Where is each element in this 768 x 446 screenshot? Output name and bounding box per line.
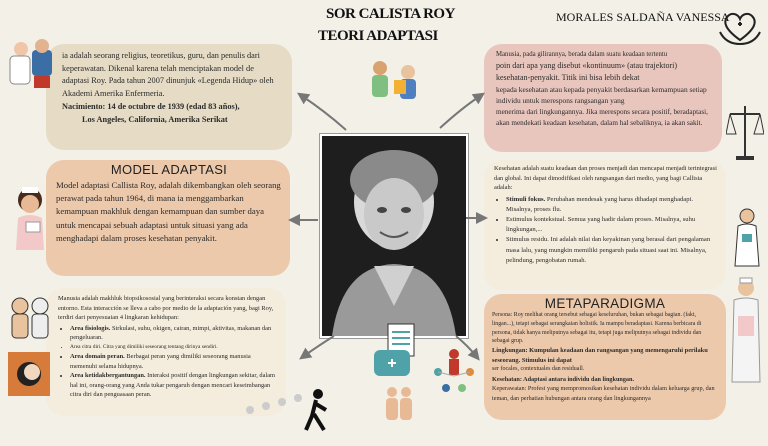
page-title: SOR CALISTA ROY xyxy=(326,6,455,22)
manusia-right-4: menerima dari lingkungannya. Jika merespons secara positif, beradaptasi, akan mendekati keadaan kesehatan, dalam hal sebaliknya, ia akan sakit. xyxy=(496,107,708,127)
manusia-right-1: Manusia, pada gilirannya, berada dalam suatu keadaan tertentu xyxy=(496,51,668,58)
bio-place: Los Angeles, California, Amerika Serikat xyxy=(82,115,228,124)
manusia-item: • Area fisiologis. Sirkulasi, suhu, okigen, cairan, mimpi, aktivitas, makanan dan pengeluaran. xyxy=(70,324,278,343)
model-heading: MODEL ADAPTASI xyxy=(110,162,228,177)
kesehatan-intro: Kesehatan adalah suatu keadaan dan proses menjadi dan mencapai menjadi terintegrasi dan global. Ini dapat dimodifikasi oleh rangsangan dari medio, yang bagi Callista adalah: xyxy=(494,165,717,191)
author-name: MORALES SALDAÑA VANESSA xyxy=(556,10,730,24)
kesehatan-item: • Stimulus residu. Ini adalah nilai dan keyakinan yang berasal dari pengalaman masa lalu, yang mungkin memiliki pengaruh pada situasi saat ini. Misalnya, pelindung, pengobatan rumah. xyxy=(506,235,718,266)
lingkungan-text: Lingkungan: Kumpulan keadaan dan rangsangan yang memengaruhi perilaku seseorang. Stimulus ini dapat xyxy=(492,347,708,364)
bio-birth: Nacimiento: 14 de octubre de 1939 (edad 83 años), xyxy=(62,102,240,111)
persona-text: Persona: Roy melihat orang tersebut sebagai keseluruhan, bukan sebagai bagian. (fakt, lingan...), tetapi sebagai serangkaian holistik. Ia mampu beradaptasi. Karena berbicara di persona, tidak hanya meliputnya sebagai itu, tetapi juga meliputnya sebagai individu dan sebagai grup. xyxy=(492,312,702,345)
metaparadigma-heading: METAPARADIGMA xyxy=(544,296,666,311)
manusia-item: • Area domain peran. Berbagai peran yang dimiliki seseorang manusia memenuhi selama hidupnya. xyxy=(70,352,278,371)
manusia-right-3: kepada kesehatan atau kepada penyakit berdasarkan kemampuan setiap individu untuk merespons rangsangan yang xyxy=(496,84,707,105)
manusia-intro: Manusia adalah makhluk biopsikososial yang berinteraksi secara konstan dengan entorno. Esta interacción se lleva a cabo por medio de la adaptación yang, bagi Roy, terdiri dari penyesuaian 4 lingkaran kehidupan: xyxy=(58,295,274,321)
manusia-item: • Area ketidakbergantungan. Interaksi positif dengan lingkungan sekitar, dalam hal ini, orang-orang yang Anda tukar pengaruh dengan mencari keseimbangan citra diri dan penguasaan peran. xyxy=(70,371,278,400)
model-text: Model adaptasi Callista Roy, adalah dikembangkan oleh seorang perawat pada tahun 1964, di mana ia menggambarkan kemampuan makhluk dengan kemampuan dan sumber daya untuk mencapai sebuah adaptasi untuk situasi yang ada menghadapi dalam proses kesehatan penyakit. xyxy=(56,180,281,243)
kesehatan-meta-text: Kesehatan: Adaptasi antara individu dan lingkungan. xyxy=(492,375,635,383)
bio-text: ia adalah seorang religius, teoretikus, guru, dan penulis dari keperawatan. Dikenal karena telah menciptakan model de adaptasi Roy. Pada tahun 2007 dinunjuk «Legenda Hidup» oleh Akademi Amerika Enfermeria. xyxy=(62,51,274,98)
manusia-right-2: poin dari apa yang disebut «kontinuum» (atau trajektori) kesehatan-penyakit. Titik ini bisa lebih dekat xyxy=(496,60,678,82)
keperawatan-text: Keperawatan: Profesi yang mempromosikan kesehatan individu dalam keluarga grup, dan teman, dan perhatian hubungan antara orang dan lingkungannya xyxy=(492,385,715,402)
lingkungan-text-2: ser focales, contextuales dan residuall. xyxy=(492,366,585,373)
page-subtitle: TEORI ADAPTASI xyxy=(318,28,438,44)
manusia-item: • Area citra diri. Citra yang dimiliki seseorang tentang dirinya sendiri. xyxy=(70,343,278,353)
kesehatan-item: • Estimulus kontekstual. Semua yang hadir dalam proses. Misalnya, suhu lingkungan,... xyxy=(506,215,718,235)
kesehatan-item: • Stimuli fokus. Perubahan mendesak yang harus dihadapi menghadapi. Misalnya, proses flu. xyxy=(506,195,718,215)
